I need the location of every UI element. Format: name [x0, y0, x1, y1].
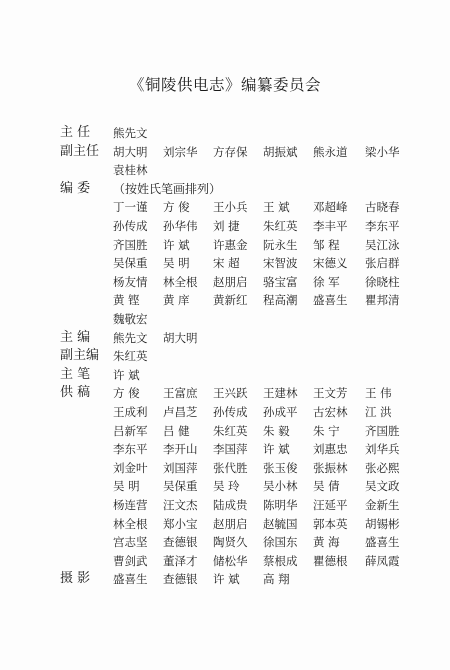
member-name: 吴文政 [365, 479, 400, 494]
section-label: 主 编 [60, 329, 91, 345]
member-name: 黄 庠 [163, 293, 190, 308]
member-name: 程高潮 [263, 293, 298, 308]
member-name: 孙传成 [113, 219, 148, 233]
member-name: 张必熙 [365, 460, 400, 475]
member-name: 李东平 [113, 442, 148, 457]
member-name: 胡大明 [163, 330, 198, 345]
member-name: 宋德义 [313, 256, 348, 271]
name-row [0, 347, 450, 365]
section-note: （按姓氏笔画排列） [113, 181, 222, 196]
member-name: 徐晓柱 [365, 274, 400, 289]
member-name: 杨连营 [113, 498, 148, 512]
member-name: 梁小华 [365, 144, 400, 159]
member-name: 李开山 [163, 442, 198, 457]
member-name: 孙华伟 [163, 219, 198, 233]
member-name: 汪延平 [313, 498, 348, 512]
member-name: 熊先文 [113, 126, 148, 140]
member-name: 郭本英 [313, 516, 348, 531]
member-name: 胡振斌 [263, 144, 298, 159]
member-name: 刘宗华 [163, 144, 198, 159]
member-name: 丁一谨 [113, 200, 148, 215]
member-name: 林全根 [113, 516, 148, 531]
name-row [0, 291, 450, 309]
member-name: 刘国萍 [163, 460, 198, 475]
member-name: 蔡根成 [263, 553, 298, 568]
member-name: 方 俊 [163, 200, 190, 215]
section-label: 主 笔 [60, 366, 91, 382]
member-name: 孙传成 [213, 405, 248, 419]
member-name: 赵朋启 [213, 274, 248, 289]
member-name: 朱红英 [263, 219, 298, 233]
member-name: 方存保 [213, 144, 248, 159]
member-name: 陆成贵 [213, 498, 248, 512]
member-name: 黄 海 [313, 535, 340, 550]
member-name: 陈明华 [263, 498, 298, 512]
member-name: 许 斌 [263, 442, 290, 457]
page-title: 《铜陵供电志》编纂委员会 [128, 76, 321, 94]
member-name: 赵毓国 [263, 516, 298, 531]
member-name: 吴 玲 [213, 479, 240, 494]
member-name: 吴小林 [263, 479, 298, 494]
member-name: 查德银 [163, 572, 198, 587]
member-name: 骆宝富 [263, 274, 298, 289]
name-row [0, 552, 450, 570]
member-name: 刘 捷 [213, 219, 240, 233]
member-name: 曹剑武 [113, 553, 148, 568]
name-row [0, 384, 450, 402]
name-row [0, 161, 450, 179]
member-name: 袁桂林 [113, 163, 148, 178]
member-name: 刘惠忠 [313, 442, 348, 457]
member-name: 盛喜生 [313, 293, 348, 308]
member-name: 瞿德根 [313, 553, 348, 568]
member-name: 齐国胜 [113, 237, 148, 252]
member-name: 董泽才 [163, 553, 198, 568]
member-name: 张玉俊 [263, 460, 298, 475]
section-label: 副主编 [60, 348, 100, 364]
member-name: 瞿邦清 [365, 293, 400, 308]
member-name: 宋 超 [213, 256, 240, 271]
member-name: 齐国胜 [365, 423, 400, 438]
member-name: 邓超峰 [313, 200, 348, 215]
member-name: 王成利 [113, 405, 148, 419]
section-label: 编 委 [60, 180, 91, 196]
name-row [0, 198, 450, 216]
name-row [0, 217, 450, 235]
name-row [0, 422, 450, 440]
member-name: 盛喜生 [113, 572, 148, 587]
member-name: 张振林 [313, 460, 348, 475]
member-name: 黄新红 [213, 293, 248, 308]
section-label: 主 任 [60, 125, 91, 140]
member-name: 徐 军 [313, 274, 340, 289]
member-name: 杨友情 [113, 274, 148, 289]
member-name: 许 斌 [113, 367, 140, 382]
member-name: 朱 宁 [313, 423, 340, 438]
member-name: 王建林 [263, 386, 298, 401]
member-name: 吴保重 [163, 479, 198, 494]
member-name: 薛凤霞 [365, 553, 400, 568]
member-name: 盛喜生 [365, 535, 400, 550]
name-row [0, 236, 450, 254]
member-name: 许 斌 [213, 572, 240, 587]
member-name: 高 翔 [263, 572, 290, 587]
member-name: 李国萍 [213, 442, 248, 457]
member-name: 郑小宝 [163, 516, 198, 531]
name-row [0, 570, 450, 588]
member-name: 江 洪 [365, 405, 392, 419]
name-row [0, 143, 450, 161]
member-name: 古晓春 [365, 200, 400, 215]
member-name: 王 伟 [365, 386, 392, 401]
name-row [0, 403, 450, 421]
member-name: 查德银 [163, 535, 198, 550]
member-name: 孙成平 [263, 405, 298, 419]
name-row [0, 273, 450, 291]
name-row [0, 477, 450, 495]
member-name: 古宏林 [313, 405, 348, 419]
member-name: 张启群 [365, 256, 400, 271]
member-name: 许惠金 [213, 237, 248, 252]
member-name: 储松华 [213, 553, 248, 568]
member-name: 朱红英 [213, 423, 248, 438]
member-name: 吴江泳 [365, 237, 400, 252]
section-row [0, 180, 450, 198]
member-name: 王富庶 [163, 386, 198, 401]
name-row [0, 254, 450, 272]
member-name: 方 俊 [113, 386, 140, 401]
name-row [0, 459, 450, 477]
member-name: 林全根 [163, 274, 198, 289]
member-name: 魏敬宏 [113, 312, 148, 326]
member-name: 卢昌芝 [163, 405, 198, 419]
member-name: 金新生 [365, 498, 400, 512]
member-name: 王 斌 [263, 200, 290, 215]
member-name: 赵朋启 [213, 516, 248, 531]
section-label: 副主任 [60, 143, 100, 159]
member-name: 胡大明 [113, 144, 148, 159]
name-row [0, 440, 450, 458]
name-row [0, 515, 450, 533]
member-name: 王文芳 [313, 386, 348, 401]
member-name: 胡锡彬 [365, 516, 400, 531]
member-name: 徐国东 [263, 535, 298, 550]
member-name: 吴 明 [113, 479, 140, 494]
member-name: 吴 明 [163, 256, 190, 271]
member-name: 吕 健 [163, 423, 190, 438]
member-name: 邹 程 [313, 237, 340, 252]
member-name: 朱 毅 [263, 423, 290, 438]
section-label: 摄 影 [60, 571, 91, 587]
name-row [0, 533, 450, 551]
member-name: 汪文杰 [163, 498, 198, 512]
member-name: 熊永道 [313, 144, 348, 159]
name-row [0, 310, 450, 328]
member-name: 吴保重 [113, 256, 148, 271]
member-name: 阮永生 [263, 237, 298, 252]
member-name: 刘华兵 [365, 442, 400, 457]
member-name: 吴 倩 [313, 479, 340, 494]
member-name: 王兴跃 [213, 386, 248, 401]
member-name: 刘金叶 [113, 460, 148, 475]
member-name: 熊先文 [113, 330, 148, 345]
member-name: 宋智波 [263, 256, 298, 271]
member-name: 吕新军 [113, 423, 148, 438]
name-row [0, 124, 450, 142]
name-row [0, 366, 450, 384]
section-label: 供 稿 [60, 385, 91, 401]
member-name: 许 斌 [163, 237, 190, 252]
member-name: 张代胜 [213, 460, 248, 475]
member-name: 朱红英 [113, 349, 148, 364]
member-name: 陶贤久 [213, 535, 248, 550]
member-name: 黄 铿 [113, 293, 140, 308]
name-row [0, 496, 450, 514]
name-row [0, 329, 450, 347]
member-name: 李丰平 [313, 219, 348, 233]
member-name: 宫志坚 [113, 535, 148, 550]
member-name: 王小兵 [213, 200, 248, 215]
member-name: 李东平 [365, 219, 400, 233]
